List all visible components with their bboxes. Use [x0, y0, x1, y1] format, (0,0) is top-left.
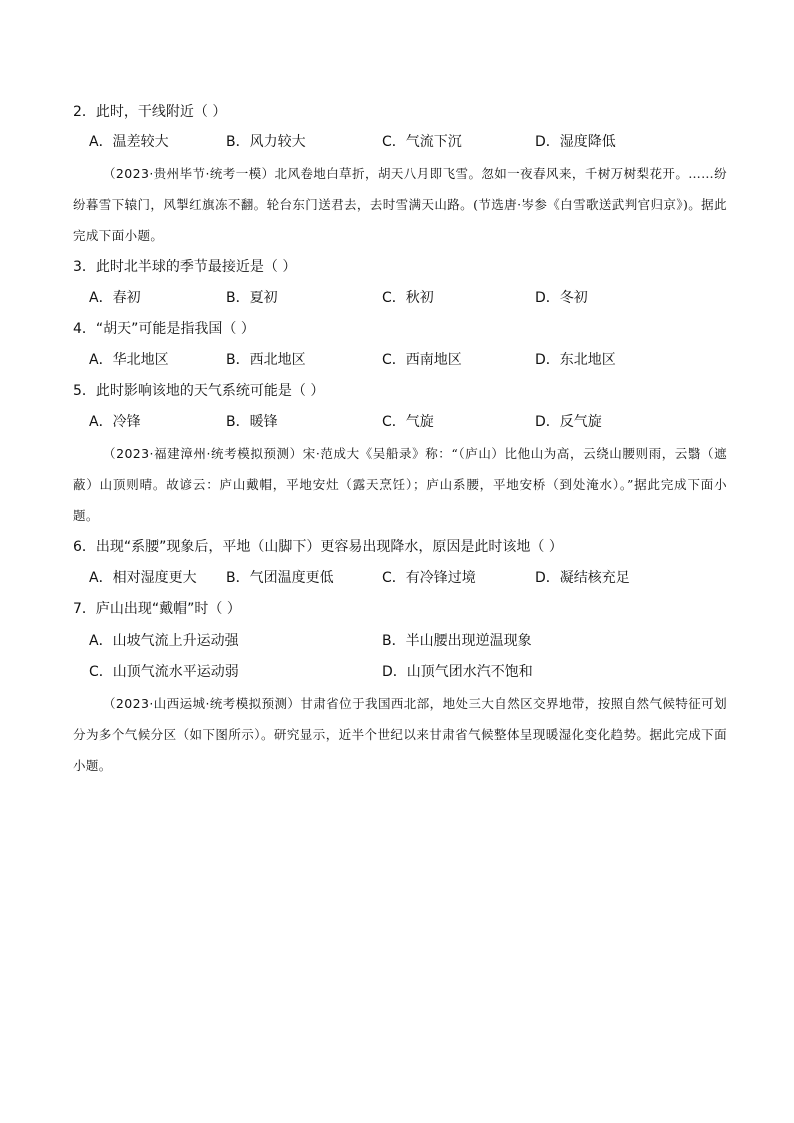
option-c: C．有冷锋过境: [382, 570, 476, 586]
option-d: D．凝结核充足: [535, 570, 630, 586]
question-stem: 6．出现“系腰”现象后，平地（山脚下）更容易出现降水，原因是此时该地（ ）: [73, 539, 563, 555]
option-a: A．华北地区: [89, 352, 169, 368]
passage-source: （2023·福建漳州·统考模拟预测）: [103, 446, 303, 461]
option-d: D．湿度降低: [535, 134, 616, 150]
option-a: A．山坡气流上升运动强: [89, 633, 239, 649]
option-d: D．山顶气团水汽不饱和: [382, 664, 533, 680]
option-b: B．暖锋: [226, 414, 278, 430]
question-stem: 3．此时北半球的季节最接近是（ ）: [73, 259, 297, 275]
passage-1: [73, 158, 727, 251]
option-b: B．夏初: [226, 290, 278, 306]
option-a: A．温差较大: [89, 134, 169, 150]
option-c: C．气流下沉: [382, 134, 462, 150]
option-c: C．秋初: [382, 290, 434, 306]
option-b: B．风力较大: [226, 134, 306, 150]
question-stem: 7．庐山出现“戴帽”时（ ）: [73, 601, 241, 617]
option-a: A．冷锋: [89, 414, 141, 430]
passage-text: 甘肃省位于我国西北部，地处三大自然区交界地带，按照自然气候特征可划分为多个气候分区（如下图所示）。研究显示，近半个世纪以来甘肃省气候整体呈现暖湿化变化趋势。据此完成下面小题。: [73, 696, 728, 773]
option-b: B．西北地区: [226, 352, 306, 368]
passage-text: 宋·范成大《吴船录》称：“（庐山）比他山为高，云绕山腰则雨，云翳（遮蔽）山顶则晴。故谚云：庐山戴帽，平地安灶（露天烹饪）；庐山系腰，平地安桥（到处淹水）。”据此完成下面小题。: [73, 446, 727, 523]
option-a: A．春初: [89, 290, 141, 306]
option-c: C．气旋: [382, 414, 434, 430]
question-stem: 4．“胡天”可能是指我国（ ）: [73, 321, 255, 337]
option-c: C．西南地区: [382, 352, 462, 368]
option-d: D．冬初: [535, 290, 588, 306]
passage-text: 北风卷地白草折，胡天八月即飞雪。忽如一夜春风来，千树万树梨花开。……纷纷暮雪下辕门，风掣红旗冻不翻。轮台东门送君去，去时雪满天山路。(节选唐·岑参《白雪歌送武判官归京》)。据此完成下面小题。: [73, 166, 727, 243]
option-a: A．相对湿度更大: [89, 570, 197, 586]
option-d: D．反气旋: [535, 414, 602, 430]
option-c: C．山顶气流水平运动弱: [89, 664, 239, 680]
passage-2: [73, 438, 727, 531]
passage-source: （2023·山西运城·统考模拟预测）: [103, 696, 301, 711]
question-stem: 2．此时，干线附近（ ）: [73, 104, 227, 120]
passage-3: [73, 688, 727, 781]
option-b: B．气团温度更低: [226, 570, 334, 586]
option-b: B．半山腰出现逆温现象: [382, 633, 532, 649]
option-d: D．东北地区: [535, 352, 616, 368]
question-stem: 5．此时影响该地的天气系统可能是（ ）: [73, 383, 325, 399]
passage-source: （2023·贵州毕节·统考一模）: [103, 166, 275, 181]
